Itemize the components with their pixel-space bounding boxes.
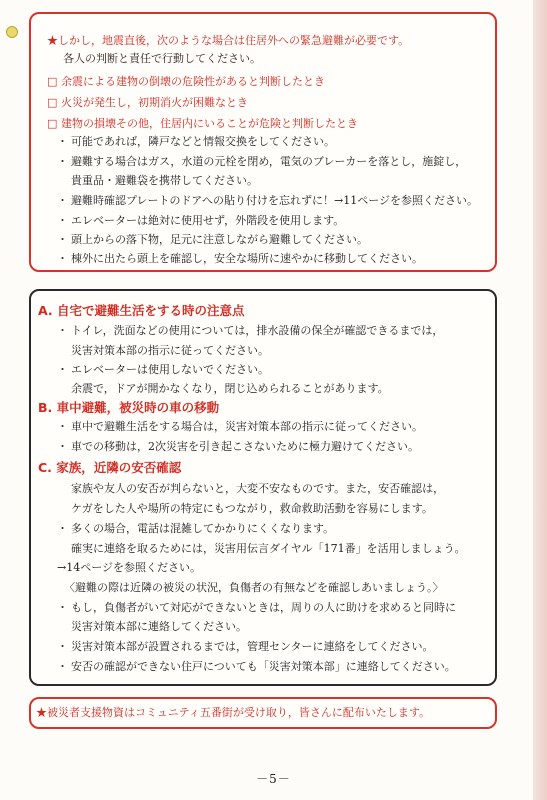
section-c-line: ・ 災害対策本部が設置されるまでは，管理センターに連絡をしてください。 <box>57 640 434 653</box>
section-c-line: ・ もし，負傷者がいて対応ができないときは，周りの人に助けを求めると同時に <box>57 601 456 614</box>
check-item: □ 余震による建物の倒壊の危険性があると判断したとき <box>47 75 325 88</box>
evacuation-intro: ★しかし，地震直後，次のような場合は住居外への緊急避難が必要です。 <box>47 34 410 47</box>
evacuation-intro-sub: 各人の判断と責任で行動してください。 <box>63 52 261 65</box>
section-a-line: ・ トイレ，洗面などの使用については，排水設備の保全が確認できるまでは， <box>57 324 444 337</box>
checkbox-icon: □ <box>47 117 58 130</box>
section-c-line: →14ページを参照ください。 <box>57 561 201 574</box>
section-c-line: 〈避難の際は近隣の被災の状況，負傷者の有無などを確認しあいましょう。〉 <box>64 581 444 594</box>
section-c-line: ・ 安否の確認ができない住戸についても「災害対策本部」に連絡してください。 <box>57 660 456 673</box>
section-a-title: A. 自宅で避難生活をする時の注意点 <box>38 303 245 318</box>
bullet-item: ・ 棟外に出たら頭上を確認し，安全な場所に速やかに移動してください。 <box>57 252 423 265</box>
page-number: －5－ <box>256 772 291 786</box>
bullet-item: ・ 避難時確認プレートのドアへの貼り付けを忘れずに！→11ページを参照ください。 <box>57 194 479 207</box>
checkbox-icon: □ <box>47 96 58 109</box>
relief-supplies-note: ★被災者支援物資はコミュニティ五番街が受け取り，皆さんに配布いたします。 <box>36 706 431 719</box>
section-b-title: B. 車中避難，被災時の車の移動 <box>38 400 220 415</box>
bullet-item: ・ エレベーターは絶対に使用せず，外階段を使用します。 <box>57 214 345 227</box>
checkbox-icon: □ <box>47 75 58 88</box>
check-item: □ 火災が発生し，初期消火が困難なとき <box>47 96 248 109</box>
bullet-item: ・ 頭上からの落下物，足元に注意しながら避難してください。 <box>57 233 368 246</box>
section-b-line: ・ 車での移動は，2次災害を引き起こさないために極力避けてください。 <box>57 440 419 453</box>
section-b-line: ・ 車中で避難生活をする場合は，災害対策本部の指示に従ってください。 <box>57 420 423 433</box>
section-a-line: 災害対策本部の指示に従ってください。 <box>71 344 269 357</box>
section-c-line: 家族や友人の安否が判らないと，大変不安なものです。また，安否確認は， <box>71 482 445 495</box>
section-c-line: ・ 多くの場合，電話は混雑してかかりにくくなります。 <box>57 522 335 535</box>
section-c-line: ケガをした人や場所の特定にもつながり，救命救助活動を容易にします。 <box>71 502 433 515</box>
section-a-line: ・ エレベーターは使用しないでください。 <box>57 363 269 376</box>
check-item: □ 建物の損壊その他，住居内にいることが危険と判断したとき <box>47 117 358 130</box>
section-c-line: 確実に連絡を取るためには，災害用伝言ダイヤル「171番」を活用しましょう。 <box>71 542 466 555</box>
section-a-line: 余震で，ドアが開かなくなり，閉じ込められることがあります。 <box>71 382 389 395</box>
page-edge-stripe <box>533 0 547 800</box>
bullet-item-cont: 貴重品・避難袋を携帯してください。 <box>71 174 258 187</box>
bullet-item: ・ 可能であれば，隣戸などと情報交換をしてください。 <box>57 135 335 148</box>
binder-hole-icon <box>6 26 18 38</box>
bullet-item: ・ 避難する場合はガス，水道の元栓を閉め，電気のブレーカーを落とし，施錠し， <box>57 155 467 168</box>
section-c-title: C. 家族，近隣の安否確認 <box>38 460 182 475</box>
section-c-line: 災害対策本部に連絡してください。 <box>71 620 247 633</box>
